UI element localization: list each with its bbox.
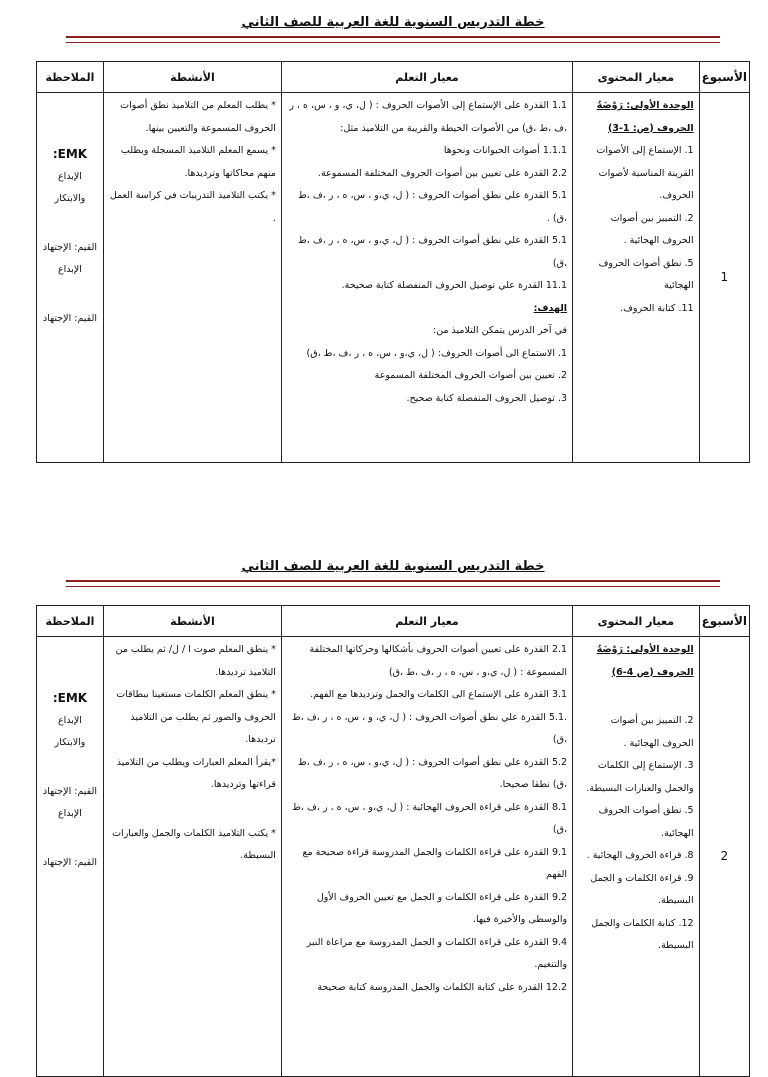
- plan-table: [36, 605, 750, 1077]
- content-item: 11. كتابة الحروف.: [620, 302, 694, 314]
- header-learning: معيار التعلم: [281, 62, 572, 93]
- learning-item: .5.1 القدرة علي نطق أصوات الحروف : ( ل، ي، و ، س، ه ، ر ،ف ،ط ،ق): [291, 711, 568, 745]
- learning-standard-cell: [281, 93, 572, 463]
- learning-item: 9.1 القدرة على قراءة الكلمات والجمل المدروسة قراءة صحيحة مع الفهم: [302, 846, 568, 880]
- learning-standard-cell: [281, 637, 572, 1077]
- content-item: 5. نطق أصوات الحروف الهجائية: [598, 257, 694, 291]
- learning-item: 2.1 القدرة على تعيين أصوات الحروف بأشكالها وحركاتها المختلفة المسموعة : ( ل، ي،و ، س، ه ، ر ،ف ،ط ،ق): [309, 644, 568, 678]
- note-item: القيم: الإجتهاد الإبداع: [42, 785, 97, 819]
- learning-item: 1.1 القدرة على الإستماع إلى الأصوات الحروف : ( ل، ي، و ، س، ه ، ر ،ف ،ط ،ق) من الأصوات الحيطة والقريبة من التلاميذ مثل:: [289, 100, 568, 134]
- learning-item: 11.1 القدرة علي توصيل الحروف المنفصلة كتابة صحيحة.: [341, 280, 568, 291]
- header-activities: الأنشطة: [103, 606, 281, 637]
- header-week: الأسبوع: [699, 62, 749, 93]
- learning-item: 9.4 القدرة على قراءة الكلمات و الجمل المدروسة مع مراعاة النبر والتنغيم.: [306, 936, 568, 970]
- title-underline: [66, 580, 720, 587]
- content-item: 5. نطق أصوات الحروف الهجائية.: [598, 805, 694, 839]
- content-item: 3. الإستماع إلى الكلمات والجمل والعبارات البسيطة.: [586, 760, 694, 794]
- plan-week-1: [36, 12, 750, 463]
- learning-item: 5.1 القدرة علي نطق أصوات الحروف : ( ل، ي،و ، س، ه ، ر ،ف ،ط ،ق): [298, 235, 568, 269]
- content-item: 2. التمييز بين أصوات الحروف الهجائية .: [610, 715, 694, 749]
- header-week: الأسبوع: [699, 606, 749, 637]
- goal-intro: في آخر الدرس يتمكن التلاميذ من:: [433, 325, 568, 336]
- unit-title: الوحدة الأولى: رَوْضَةُ الحروف (ص 4-6): [596, 644, 694, 678]
- goal-title: الهدف:: [533, 302, 568, 314]
- header-notes: الملاحظة: [37, 62, 104, 93]
- emk-label: EMK:: [52, 691, 88, 705]
- activity-item: * يطلب المعلم من التلاميذ نطق أصوات الحروف المسموعة والتعيين بينها.: [120, 100, 276, 134]
- plan-week-2: [36, 556, 750, 1077]
- content-standard-cell: [573, 637, 700, 1077]
- header-activities: الأنشطة: [103, 62, 281, 93]
- goal-item: 2. تعيين بين أصوات الحروف المختلفة المسموعة: [374, 370, 568, 381]
- learning-item: 2.2 القدرة على تعيين بين أصوات الحروف المختلفة المسموعة.: [317, 167, 568, 179]
- activity-item: * يسمع المعلم التلاميذ المسجلة ويطلب منهم محاكاتها وترديدها.: [120, 145, 276, 179]
- week-number: 1: [699, 93, 749, 463]
- header-notes: الملاحظة: [37, 606, 104, 637]
- activity-item: * ينطق المعلم الكلمات مستعينا ببطاقات الحروف والصور ثم يطلب من التلاميذ ترديدها.: [116, 689, 276, 745]
- table-header-row: [37, 606, 750, 637]
- note-item: القيم: الإجتهاد: [42, 856, 97, 868]
- table-row: [37, 93, 750, 463]
- note-item: الإبداع والابتكار: [54, 714, 86, 748]
- content-item: 1. الإستماع إلى الأصوات القرينة المناسبة لأصوات الحروف.: [596, 145, 694, 201]
- activity-item: * يكتب التلاميذ التدريبات في كراسة العمل .: [109, 190, 276, 224]
- activities-cell: [103, 637, 281, 1077]
- goal-item: 1. الاستماع الى أصوات الحروف: ( ل، ي،و ، س، ه ، ر ،ف ،ط ،ق): [306, 347, 568, 359]
- notes-cell: [37, 93, 104, 463]
- document-title: خطة التدريس السنوية للغة العربية للصف الثاني: [241, 15, 545, 30]
- plan-table: [36, 61, 750, 463]
- activity-item: * يكتب التلاميذ الكلمات والجمل والعبارات البسيطة.: [112, 827, 276, 861]
- learning-item: 3.1 القدرة على الإستماع الى الكلمات والجمل وترديدها مع الفهم.: [310, 689, 568, 700]
- content-item: 2. التمييز بين أصوات الحروف الهجائية .: [610, 212, 694, 246]
- activities-cell: [103, 93, 281, 463]
- learning-item: 8.1 القدرة على قراءة الحروف الهجائية : ( ل، ي،و ، س، ه ، ر ،ف ،ط ،ق): [292, 801, 568, 835]
- learning-item: 5.1 القدرة علي نطق أصوات الحروف : ( ل، ي،و ، س، ه ، ر ،ف ،ط ،ق) .: [298, 190, 568, 224]
- note-item: القيم: الإجتهاد الإبداع: [42, 241, 97, 275]
- goal-item: 3. توصيل الحروف المنفصلة كتابة صحيح.: [406, 392, 568, 404]
- table-row: [37, 637, 750, 1077]
- content-item: 12. كتابة الكلمات والجمل البسيطة.: [591, 917, 694, 951]
- header-learning: معيار التعلم: [281, 606, 572, 637]
- activity-item: *يقرأ المعلم العبارات ويطلب من التلاميذ قراءتها وترديدها.: [116, 756, 276, 790]
- learning-item: 12.2 القدرة على كتابة الكلمات والجمل المدروسة كتابة صحيحة: [317, 981, 568, 993]
- notes-cell: [37, 637, 104, 1077]
- header-content: معيار المحتوى: [573, 606, 700, 637]
- note-item: الإبداع والابتكار: [54, 170, 86, 204]
- content-item: 9. قراءة الكلمات و الجمل البسيطة.: [590, 872, 694, 906]
- unit-title: الوحدة الأولى: رَوْضَةُ الحروف (ص: 1-3): [596, 100, 694, 134]
- emk-label: EMK:: [52, 147, 88, 161]
- content-item: 8. قراءة الحروف الهجائية .: [586, 850, 694, 861]
- document-title: خطة التدريس السنوية للغة العربية للصف الثاني: [241, 559, 545, 574]
- header-content: معيار المحتوى: [573, 62, 700, 93]
- learning-item: 5.2 القدرة علي نطق أصوات الحروف : ( ل، ي،و ، س، ه ، ر ،ف ،ط ،ق) نطقا صحيحا.: [298, 756, 568, 790]
- note-item: القيم: الإجتهاد: [42, 312, 97, 324]
- title-underline: [66, 36, 720, 43]
- content-standard-cell: [573, 93, 700, 463]
- activity-item: * ينطق المعلم صوت ا / ل/ ثم يطلب من التلاميذ ترديدها.: [115, 644, 276, 678]
- table-header-row: [37, 62, 750, 93]
- learning-item: 1.1.1 أصوات الحيوانات ونحوها: [443, 145, 568, 156]
- week-number: 2: [699, 637, 749, 1077]
- learning-item: 9.2 القدرة على قراءة الكلمات و الجمل مع تعيين الحروف الأول والوسطى والأخيرة فيها.: [316, 891, 568, 925]
